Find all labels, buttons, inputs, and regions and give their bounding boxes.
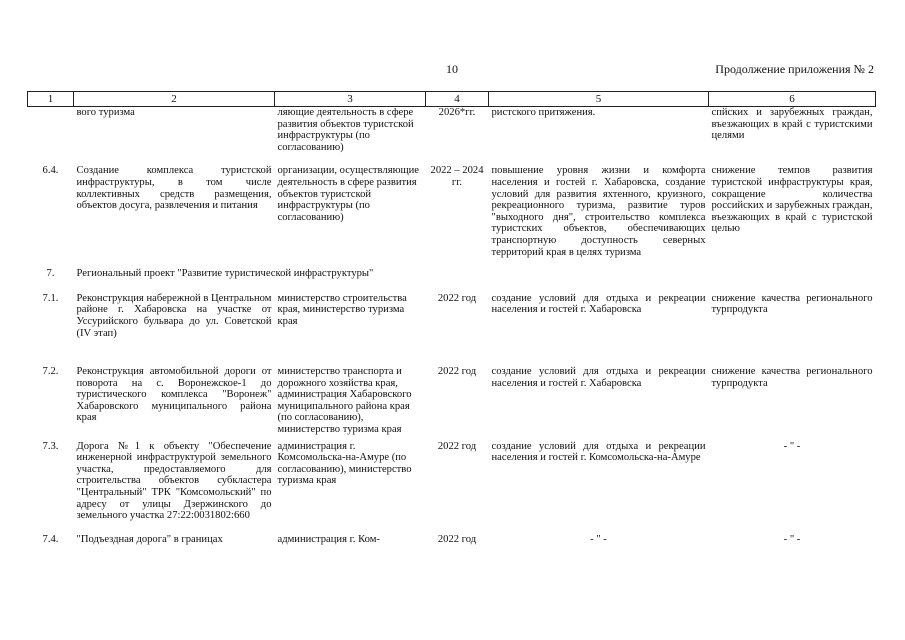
measure-name: Реконструкция набережной в Центральном районе г. Хабаровска на участке от Уссурийского бульвара до ул. Советской (IV этап) <box>76 292 272 339</box>
table-row <box>28 293 876 339</box>
expected-result: создание условий для отдыха и рекреации населения и гостей г. Хабаровска <box>491 366 706 389</box>
expected-result: создание условий для отдыха и рекреации населения и гостей г. Комсомольска-на-Амуре <box>491 440 706 464</box>
row-number: 7.3. <box>42 440 59 452</box>
measure-name: Дорога №1 к объекту "Обеспечение инженерной инфраструктурой земельного участка, предоставляемого для строительства объектов субкластера "Центральный" ТРК "Комсомольский" по адресу от улицы Дзержинского до земельного участка 27:22:0031802:660 <box>76 440 272 522</box>
row-number <box>28 107 74 154</box>
executor: администрация г. Комсомольска-на-Амуре (по согласованию), министерство туризма края <box>277 440 412 487</box>
row-number: 7.1. <box>42 292 59 304</box>
column-header: 5 <box>489 92 709 107</box>
column-header: 1 <box>28 92 74 107</box>
consequence <box>709 441 876 522</box>
page-number: 10 <box>446 62 458 76</box>
section-number: 7. <box>46 268 55 280</box>
expected-result: создание условий для отдыха и рекреации населения и гостей г. Хабаровска <box>491 292 706 316</box>
column-header: 6 <box>709 92 876 107</box>
row-number: 6.4. <box>42 165 59 177</box>
period: 2022 год <box>437 366 477 378</box>
consequence: снижение темпов развития туристской инфраструктуры края, сокращение количества российских и зарубежных граждан, въезжающих в край с туристской целью <box>711 165 873 235</box>
table-row <box>28 366 876 436</box>
continuation-label: Продолжение приложения № 2 <box>715 62 874 76</box>
period: 2026*гг. <box>438 107 476 118</box>
table-row <box>28 441 876 522</box>
column-header: 3 <box>275 92 426 107</box>
period: 2022 год <box>437 533 477 545</box>
period: 2022 год <box>437 292 477 304</box>
ditto-mark: - " - <box>783 533 801 545</box>
executor: министерство транспорта и дорожного хозяйства края, администрация Хабаровского муниципального района края (по согласованию), министерство туризма края <box>277 366 412 436</box>
consequence <box>709 534 876 546</box>
period: 2022 год <box>437 440 477 452</box>
period: 2022 – 2024 гг. <box>430 165 484 188</box>
measure-name: Реконструкция автомобильной дороги от поворота на с. Воронежское-1 до туристического комплекса "Воронеж" Хабаровского муниципального района края <box>76 366 272 424</box>
executor: администрация г. Ком- <box>277 533 380 545</box>
consequence: спйских и зарубежных граждан, въезжающих в край с туристскими целями <box>711 107 873 142</box>
section-title: Региональный проект "Развитие туристической инфраструктуры" <box>76 268 374 280</box>
table-row <box>28 165 876 258</box>
consequence: снижение качества регионального турпродукта <box>711 292 873 316</box>
table-row <box>28 107 876 154</box>
row-number: 7.4. <box>42 533 59 545</box>
consequence: снижение качества регионального турпродукта <box>711 366 873 389</box>
measure-name: вого туризма <box>76 107 135 118</box>
column-numbers-row <box>28 92 876 107</box>
measure-name: Создание комплекса туристской инфраструктуры, в том числе коллективных средств размещения, объектов досуга, развлечения и питания <box>76 165 272 212</box>
row-number: 7.2. <box>42 366 59 378</box>
section-row <box>28 268 876 280</box>
executor: ляющие деятельность в сфере развития объектов туристской инфраструктуры (по согласованию) <box>277 107 414 153</box>
table-row <box>28 534 876 546</box>
measure-name: "Подъездная дорога" в границах <box>76 533 223 545</box>
expected-result <box>489 534 709 546</box>
ditto-mark: - " - <box>590 533 607 545</box>
executor: министерство строительства края, министерство туризма края <box>277 292 407 327</box>
ditto-mark: - " - <box>783 440 801 452</box>
column-header: 4 <box>426 92 489 107</box>
expected-result: ристского притяжения. <box>491 107 596 118</box>
executor: организации, осуществляющие деятельность в сфере развития объектов туристской инфраструктуры (по согласованию) <box>277 165 420 223</box>
appendix-table <box>27 91 876 545</box>
column-header: 2 <box>74 92 275 107</box>
expected-result: повышение уровня жизни и комфорта населения и гостей г. Хабаровска, создание условий для развития яхтенного, круизного, рекреационного туризма, развитие туров "выходного дня", строительство комплекса туристских объектов, обеспечивающих транспортную доступность северных территорий края в целях туризма <box>491 165 706 258</box>
